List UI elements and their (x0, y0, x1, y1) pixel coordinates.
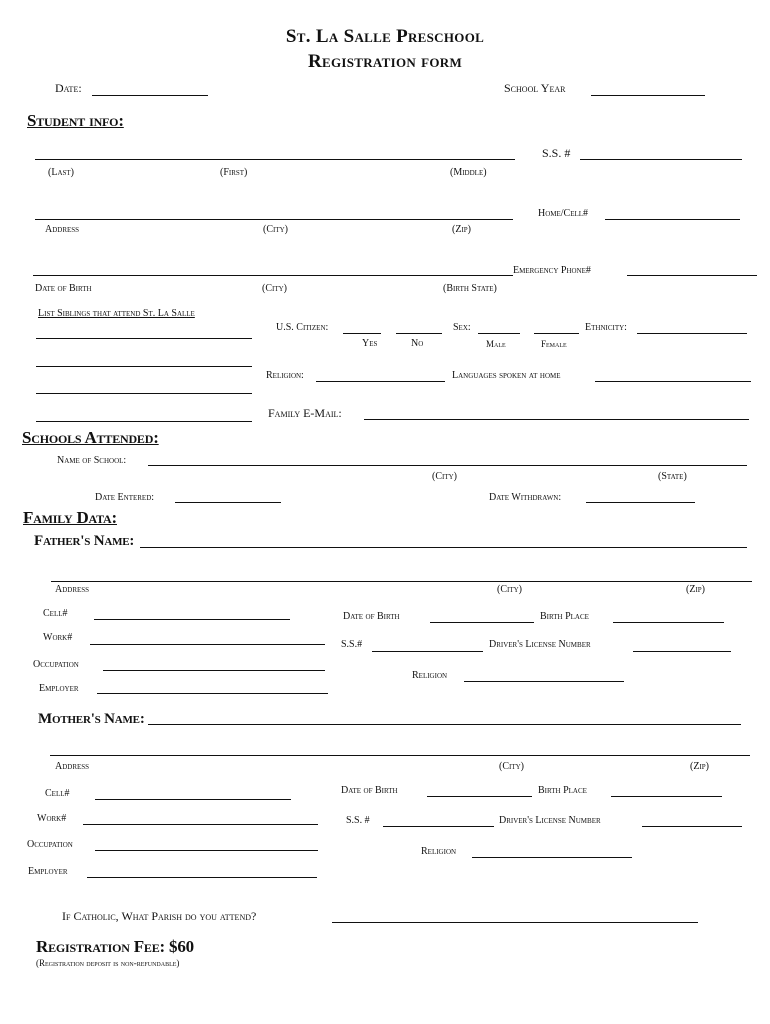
first-caption: (First) (220, 167, 248, 178)
male-caption: Male (486, 339, 506, 349)
father-cell-label: Cell# (43, 608, 68, 619)
father-birthplace-field[interactable] (613, 622, 724, 623)
family-email-label: Family E-Mail: (268, 406, 342, 420)
date-label: Date: (55, 81, 82, 95)
student-name-field[interactable] (35, 159, 515, 160)
date-withdrawn-field[interactable] (586, 502, 695, 503)
languages-field[interactable] (595, 381, 751, 382)
yes-caption: Yes (362, 338, 378, 349)
father-occupation-label: Occupation (33, 659, 79, 670)
mother-address-caption: Address (55, 761, 90, 772)
school-name: St. La Salle Preschool (285, 26, 485, 47)
middle-caption: (Middle) (450, 167, 487, 178)
mother-license-label: Driver's License Number (499, 815, 601, 826)
citizen-no-field[interactable] (396, 333, 442, 334)
form-title: Registration form (307, 51, 463, 72)
sex-female-field[interactable] (534, 333, 579, 334)
father-name-label: Father's Name: (34, 533, 135, 549)
father-address-caption: Address (55, 584, 90, 595)
mother-occupation-field[interactable] (95, 850, 318, 851)
date-entered-field[interactable] (175, 502, 281, 503)
no-caption: No (411, 338, 424, 349)
father-religion-field[interactable] (464, 681, 624, 682)
mother-employer-field[interactable] (87, 877, 317, 878)
school-city-caption: (City) (432, 471, 457, 482)
date-withdrawn-label: Date Withdrawn: (489, 492, 562, 503)
father-ss-label: S.S.# (341, 639, 363, 650)
father-address-field[interactable] (51, 581, 752, 582)
zip-caption: (Zip) (452, 224, 471, 235)
father-license-field[interactable] (633, 651, 731, 652)
sibling-field-2[interactable] (36, 366, 252, 367)
mother-birthplace-label: Birth Place (538, 785, 587, 796)
city-caption: (City) (263, 224, 288, 235)
mother-work-label: Work# (37, 813, 67, 824)
school-year-label: School Year (504, 81, 566, 95)
mother-dob-label: Date of Birth (341, 785, 398, 796)
citizen-label: U.S. Citizen: (276, 322, 329, 333)
home-cell-field[interactable] (605, 219, 740, 220)
ethnicity-label: Ethnicity: (585, 322, 627, 333)
emergency-phone-label: Emergency Phone# (513, 265, 591, 276)
address-caption: Address (45, 224, 80, 235)
sex-label: Sex: (453, 322, 471, 333)
student-ss-label: S.S. # (542, 146, 571, 160)
student-address-field[interactable] (35, 219, 513, 220)
father-dob-field[interactable] (430, 622, 534, 623)
father-employer-field[interactable] (97, 693, 328, 694)
father-religion-label: Religion (412, 670, 448, 681)
parish-field[interactable] (332, 922, 698, 923)
mother-religion-field[interactable] (472, 857, 632, 858)
schools-heading: Schools Attended: (22, 428, 159, 447)
school-year-field[interactable] (591, 95, 705, 96)
mother-employer-label: Employer (28, 866, 68, 877)
father-city-caption: (City) (497, 584, 522, 595)
mother-license-field[interactable] (642, 826, 742, 827)
home-cell-label: Home/Cell# (538, 208, 589, 219)
mother-address-field[interactable] (50, 755, 750, 756)
student-ss-field[interactable] (580, 159, 742, 160)
school-name-field[interactable] (148, 465, 747, 466)
mother-dob-field[interactable] (427, 796, 532, 797)
citizen-yes-field[interactable] (343, 333, 381, 334)
mother-ss-field[interactable] (383, 826, 494, 827)
mother-cell-field[interactable] (95, 799, 291, 800)
father-cell-field[interactable] (94, 619, 290, 620)
sibling-field-1[interactable] (36, 338, 252, 339)
mother-name-label: Mother's Name: (38, 711, 145, 727)
ethnicity-field[interactable] (637, 333, 747, 334)
father-ss-field[interactable] (372, 651, 483, 652)
father-dob-label: Date of Birth (343, 611, 400, 622)
father-zip-caption: (Zip) (686, 584, 705, 595)
date-field[interactable] (92, 95, 208, 96)
mother-occupation-label: Occupation (27, 839, 73, 850)
last-caption: (Last) (48, 167, 74, 178)
fee-note: (Registration deposit is non-refundable) (36, 958, 180, 968)
mother-cell-label: Cell# (45, 788, 70, 799)
birth-city-caption: (City) (262, 283, 287, 294)
languages-label: Languages spoken at home (452, 370, 561, 381)
father-employer-label: Employer (39, 683, 79, 694)
sex-male-field[interactable] (478, 333, 520, 334)
father-work-label: Work# (43, 632, 73, 643)
sibling-field-3[interactable] (36, 393, 252, 394)
mother-zip-caption: (Zip) (690, 761, 709, 772)
birth-state-caption: (Birth State) (443, 283, 497, 294)
mother-religion-label: Religion (421, 846, 457, 857)
school-name-label: Name of School: (57, 455, 127, 466)
father-birthplace-label: Birth Place (540, 611, 589, 622)
date-entered-label: Date Entered: (95, 492, 155, 503)
family-data-heading: Family Data: (23, 508, 117, 527)
parish-question: If Catholic, What Parish do you attend? (62, 909, 257, 923)
father-work-field[interactable] (90, 644, 325, 645)
sibling-field-4[interactable] (36, 421, 252, 422)
mother-name-field[interactable] (148, 724, 741, 725)
family-email-field[interactable] (364, 419, 749, 420)
student-birth-field[interactable] (33, 275, 513, 276)
dob-caption: Date of Birth (35, 283, 92, 294)
registration-fee: Registration Fee: $60 (36, 937, 194, 956)
father-occupation-field[interactable] (103, 670, 325, 671)
female-caption: Female (541, 339, 567, 349)
student-info-heading: Student info: (27, 111, 124, 130)
siblings-label: List Siblings that attend St. La Salle (38, 308, 195, 319)
mother-birthplace-field[interactable] (611, 796, 722, 797)
religion-field[interactable] (316, 381, 445, 382)
emergency-phone-field[interactable] (627, 275, 757, 276)
father-license-label: Driver's License Number (489, 639, 591, 650)
father-name-field[interactable] (140, 547, 747, 548)
mother-ss-label: S.S. # (346, 815, 370, 826)
school-state-caption: (State) (658, 471, 687, 482)
mother-city-caption: (City) (499, 761, 524, 772)
mother-work-field[interactable] (83, 824, 318, 825)
religion-label: Religion: (266, 370, 304, 381)
